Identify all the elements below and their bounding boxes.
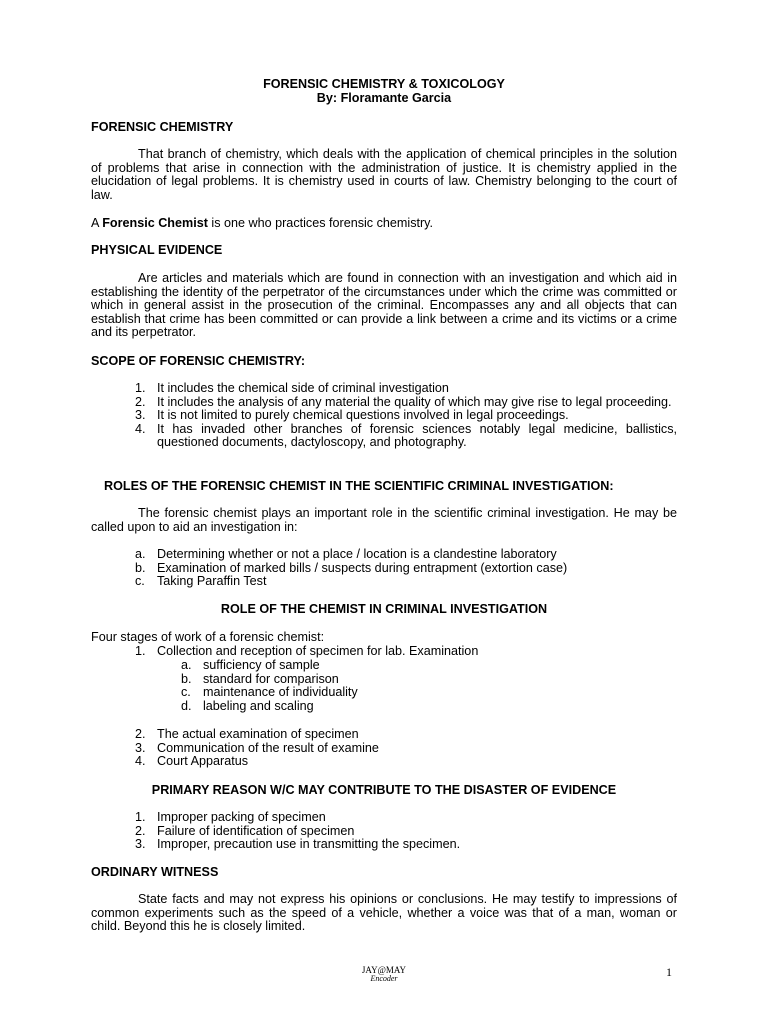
list-item [135,742,677,756]
list-number: 4. [135,421,146,436]
stages-intro: Four stages of work of a forensic chemist: [91,630,325,644]
list-item [135,755,677,769]
list-item [135,838,677,852]
scope-list [135,382,677,450]
list-letter: c. [135,574,145,589]
list-text: Collection and reception of specimen for lab. Examination [157,644,479,658]
paragraph-forensic-chemistry: That branch of chemistry, which deals with the application of chemical principles in the solution of problems that arise in connection with the administration of justice. It is chemistry applied in the elucidation of legal problems. It is chemistry used in courts of law. Chemistry belonging to the court of law. [91,147,677,202]
list-item [135,562,677,576]
heading-primary-reason: PRIMARY REASON W/C MAY CONTRIBUTE TO THE DISASTER OF EVIDENCE [151,783,617,797]
list-number: 3. [135,837,146,852]
list-item [135,645,677,659]
heading-roles: ROLES OF THE FORENSIC CHEMIST IN THE SCIENTIFIC CRIMINAL INVESTIGATION: [104,479,614,493]
list-item [135,548,677,562]
list-text: The actual examination of specimen [157,727,359,741]
list-text: Improper, precaution use in transmitting the specimen. [157,837,461,852]
roles-list [135,548,677,589]
chemist-prefix: A [91,216,103,230]
list-letter: c. [181,685,191,700]
heading-physical-evidence: PHYSICAL EVIDENCE [91,243,223,257]
stage-one-list [135,645,677,659]
list-number: 3. [135,408,146,423]
document-title: FORENSIC CHEMISTRY & TOXICOLOGY [263,77,505,91]
list-text: labeling and scaling [203,698,314,713]
list-text: Determining whether or not a place / location is a clandestine laboratory [157,547,557,561]
stage-one-subitems [181,659,677,713]
list-text: maintenance of individuality [203,685,358,700]
paragraph-ordinary-witness: State facts and may not express his opinions or conclusions. He may testify to impressions of common experiments such as the speed of a vehicle, whether a voice was that of a man, woman or child. Beyond this he is closely limited. [91,892,677,934]
list-item [135,728,677,742]
list-number: 2. [135,823,146,838]
stages-list [135,728,677,769]
list-text: Improper packing of specimen [157,810,326,824]
list-item [135,423,677,450]
list-text: Taking Paraffin Test [157,574,267,589]
paragraph-physical-evidence: Are articles and materials which are found in connection with an investigation and which aid in establishing the identity of the perpetrator of the circumstances under which the crime was committed or which in general assist in the prosecution of the criminal. Encompasses any and all objects that can establish that crime has been committed or can provide a link between a crime and its victims or a crime and its perpetrator. [91,271,677,340]
list-letter: d. [181,698,192,713]
list-text: standard for comparison [203,671,339,686]
list-letter: a. [135,547,146,561]
list-item [135,382,677,396]
list-item [135,825,677,839]
list-number: 3. [135,740,146,755]
list-item [135,575,677,589]
list-number: 4. [135,754,146,769]
heading-role-chemist: ROLE OF THE CHEMIST IN CRIMINAL INVESTIGATION [220,602,548,616]
list-letter: a. [181,658,192,672]
list-text: It includes the chemical side of criminal investigation [157,381,449,395]
list-text: sufficiency of sample [203,658,320,672]
list-text: It has invaded other branches of forensic sciences notably legal medicine, ballistics, questioned documents, dactyloscopy, and photography. [157,421,677,450]
primary-reason-list [135,811,677,852]
list-letter: b. [135,560,146,575]
list-item [181,700,677,714]
heading-ordinary-witness: ORDINARY WITNESS [91,865,219,879]
list-text: Failure of identification of specimen [157,823,355,838]
list-text: Examination of marked bills / suspects during entrapment (extortion case) [157,560,568,575]
list-item [181,659,677,673]
encoder-watermark [0,966,768,983]
heading-scope: SCOPE OF FORENSIC CHEMISTRY: [91,354,306,368]
page-number: 1 [666,965,672,979]
heading-forensic-chemistry: FORENSIC CHEMISTRY [91,120,234,134]
list-item [135,811,677,825]
list-number: 1. [135,644,146,658]
list-item [135,396,677,410]
list-item [181,686,677,700]
list-number: 1. [135,810,146,824]
chemist-suffix: is one who practices forensic chemistry. [207,216,434,230]
list-item [135,409,677,423]
list-item [181,673,677,687]
list-text: Communication of the result of examine [157,740,379,755]
chemist-term: Forensic Chemist [102,216,208,230]
paragraph-forensic-chemist [91,217,677,231]
list-letter: b. [181,671,192,686]
list-text: It includes the analysis of any material the quality of which may give rise to legal proceeding. [157,394,672,409]
list-text: It is not limited to purely chemical questions involved in legal proceedings. [157,408,569,423]
list-text: Court Apparatus [157,754,249,769]
list-number: 1. [135,381,146,395]
watermark-line-1: JAY@MAY [361,965,407,975]
watermark-line-2: Encoder [370,974,398,983]
document-author: By: Floramante Garcia [316,91,452,105]
list-number: 2. [135,727,146,741]
list-number: 2. [135,394,146,409]
paragraph-roles: The forensic chemist plays an important role in the scientific criminal investigation. He may be called upon to aid an investigation in: [91,506,677,534]
